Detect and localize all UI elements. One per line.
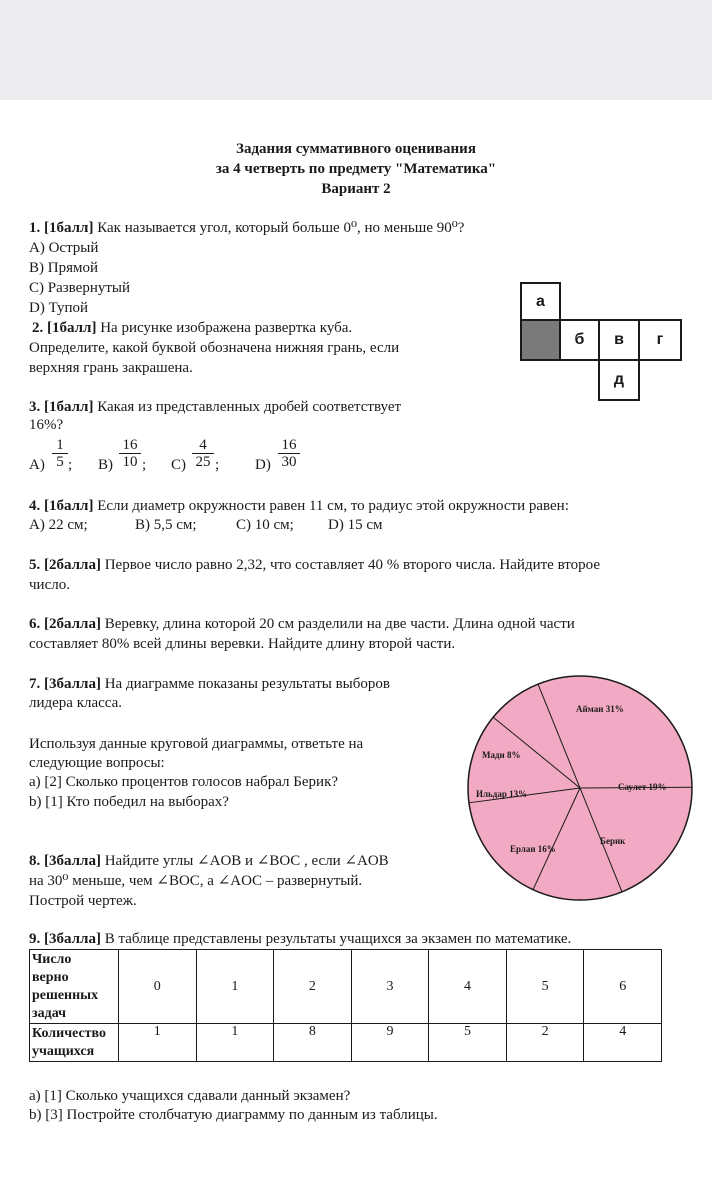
cube-face-shaded bbox=[520, 319, 561, 361]
q1-option-a: A) Острый bbox=[29, 240, 99, 256]
table-cell: 9 bbox=[351, 1024, 429, 1062]
q2-number: 2. [1балл] bbox=[32, 320, 97, 336]
q3-line1 bbox=[29, 397, 401, 417]
q9-subq-a: a) [1] Сколько учащихся сдавали данный экзамен? bbox=[29, 1088, 351, 1104]
q3-option-b-sep: ; bbox=[142, 457, 147, 473]
q6-line1 bbox=[29, 614, 575, 634]
q5-line1 bbox=[29, 555, 600, 575]
fraction-numerator: 16 bbox=[281, 437, 297, 453]
table-header-tasks bbox=[30, 950, 119, 1024]
q3-option-b-label: B) bbox=[98, 457, 113, 473]
q4-option-d: D) 15 см bbox=[328, 517, 383, 533]
header-line: задач bbox=[32, 1005, 67, 1021]
table-cell: 5 bbox=[429, 1024, 507, 1062]
q1-question bbox=[29, 218, 464, 238]
q8-angle-aob: ∠AOB bbox=[197, 853, 242, 869]
table-row-tasks bbox=[30, 950, 662, 1024]
q3-text-1: Какая из представленных дробей соответствует bbox=[97, 399, 402, 415]
q6-text-1: Веревку, длина которой 20 см разделили на две части. Длина одной части bbox=[104, 616, 575, 632]
fraction-denominator: 5 bbox=[52, 453, 68, 470]
q1-option-c: C) Развернутый bbox=[29, 280, 131, 296]
table-cell: 2 bbox=[274, 950, 352, 1024]
q9-number: 9. [3балла] bbox=[29, 931, 101, 947]
q3-option-c-sep: ; bbox=[215, 457, 220, 473]
q9-question bbox=[29, 929, 571, 949]
table-cell: 5 bbox=[506, 950, 584, 1024]
cube-face-g: г bbox=[638, 319, 682, 361]
q4-option-a: A) 22 см; bbox=[29, 517, 88, 533]
table-row-students bbox=[30, 1024, 662, 1062]
table-cell: 1 bbox=[119, 1024, 197, 1062]
q4-question bbox=[29, 496, 569, 516]
q8-angle-aob-2: ∠AOB bbox=[344, 853, 389, 869]
pie-slice-label: Ильдар 13% bbox=[476, 789, 528, 799]
q7-line1 bbox=[29, 674, 390, 694]
q9-subq-b: b) [3] Постройте столбчатую диаграмму по данным из таблицы. bbox=[29, 1107, 438, 1123]
doc-title-line3: Вариант 2 bbox=[321, 181, 391, 197]
q3-fraction-d bbox=[278, 437, 300, 470]
fraction-denominator: 30 bbox=[278, 453, 300, 470]
table-cell: 2 bbox=[506, 1024, 584, 1062]
table-cell: 0 bbox=[119, 950, 197, 1024]
q4-text: Если диаметр окружности равен 11 см, то радиус этой окружности равен: bbox=[97, 498, 569, 514]
cube-face-a: а bbox=[520, 282, 561, 321]
fraction-numerator: 1 bbox=[56, 437, 64, 453]
q5-number: 5. [2балла] bbox=[29, 557, 101, 573]
q1-option-b: B) Прямой bbox=[29, 260, 99, 276]
q3-option-a-sep: ; bbox=[68, 457, 73, 473]
pie-slice-label: Мади 8% bbox=[482, 750, 521, 760]
table-cell: 4 bbox=[429, 950, 507, 1024]
q8-if: , если bbox=[304, 853, 341, 869]
cube-face-v: в bbox=[598, 319, 640, 361]
q8-text-2a: на 30⁰ bbox=[29, 873, 69, 889]
table-header-students bbox=[30, 1024, 119, 1062]
q3-line2: 16%? bbox=[29, 417, 64, 433]
q3-option-d-label: D) bbox=[255, 457, 271, 473]
top-bar bbox=[0, 0, 712, 100]
fraction-numerator: 16 bbox=[122, 437, 138, 453]
fraction-denominator: 25 bbox=[192, 453, 214, 470]
q3-fraction-a bbox=[52, 437, 68, 470]
table-cell: 4 bbox=[584, 1024, 662, 1062]
q1-text: Как называется угол, который больше 0⁰, но меньше 90⁰? bbox=[97, 220, 465, 236]
q4-option-b: B) 5,5 см; bbox=[135, 517, 197, 533]
q8-angle-aoc: ∠AOC bbox=[217, 873, 262, 889]
q8-line3: Построй чертеж. bbox=[29, 893, 137, 909]
q8-and: и bbox=[245, 853, 254, 869]
table-cell: 8 bbox=[274, 1024, 352, 1062]
results-table bbox=[29, 949, 662, 1062]
q3-option-c-label: C) bbox=[171, 457, 186, 473]
q7-subq-b: b) [1] Кто победил на выборах? bbox=[29, 794, 229, 810]
q2-line2: Определите, какой буквой обозначена нижняя грань, если bbox=[29, 340, 400, 356]
q9-text: В таблице представлены результаты учащихся за экзамен по математике. bbox=[104, 931, 572, 947]
cube-face-b: б bbox=[559, 319, 600, 361]
q8-angle-boc-2: ∠BOC bbox=[156, 873, 200, 889]
q8-line2 bbox=[29, 871, 362, 891]
pie-slice-label: Ерлан 16% bbox=[510, 844, 556, 854]
pie-slice-label: Берик bbox=[600, 836, 626, 846]
cube-face-d: д bbox=[598, 359, 640, 401]
table-cell: 1 bbox=[196, 1024, 274, 1062]
q8-text-2c: , а bbox=[199, 873, 214, 889]
pie-slice-label: Айман 31% bbox=[576, 704, 624, 714]
q7-line4: следующие вопросы: bbox=[29, 755, 165, 771]
q8-number: 8. [3балла] bbox=[29, 853, 101, 869]
header-line: решенных bbox=[32, 987, 99, 1003]
q2-line3: верхняя грань закрашена. bbox=[29, 360, 193, 376]
q7-line2: лидера класса. bbox=[29, 695, 123, 711]
table-cell: 3 bbox=[351, 950, 429, 1024]
q7-text-1: На диаграмме показаны результаты выборов bbox=[104, 676, 390, 692]
header-line: учащихся bbox=[32, 1043, 95, 1059]
q2-line1 bbox=[32, 318, 352, 338]
doc-title-line1: Задания суммативного оценивания bbox=[236, 141, 476, 157]
header-line: Число bbox=[32, 951, 72, 967]
q7-number: 7. [3балла] bbox=[29, 676, 101, 692]
doc-title-line2: за 4 четверть по предмету "Математика" bbox=[215, 161, 497, 177]
q3-fraction-c bbox=[192, 437, 214, 470]
q8-angle-boc: ∠BOC bbox=[256, 853, 301, 869]
q8-text-2b: меньше, чем bbox=[72, 873, 153, 889]
q4-option-c: C) 10 см; bbox=[236, 517, 294, 533]
q3-option-a-label: A) bbox=[29, 457, 45, 473]
fraction-denominator: 10 bbox=[119, 453, 141, 470]
q4-number: 4. [1балл] bbox=[29, 498, 94, 514]
q7-subq-a: a) [2] Сколько процентов голосов набрал Берик? bbox=[29, 774, 339, 790]
q1-number: 1. [1балл] bbox=[29, 220, 94, 236]
q6-line2: составляет 80% всей длины веревки. Найдите длину второй части. bbox=[29, 636, 456, 652]
table-cell: 6 bbox=[584, 950, 662, 1024]
header-line: верно bbox=[32, 969, 69, 985]
q2-text-1: На рисунке изображена развертка куба. bbox=[100, 320, 353, 336]
q3-number: 3. [1балл] bbox=[29, 399, 94, 415]
q8-text-2d: – развернутый. bbox=[265, 873, 363, 889]
q7-line3: Используя данные круговой диаграммы, ответьте на bbox=[29, 736, 364, 752]
q6-number: 6. [2балла] bbox=[29, 616, 101, 632]
pie-slice-label: Саулет 19% bbox=[618, 782, 667, 792]
q5-text-1: Первое число равно 2,32, что составляет 40 % второго числа. Найдите второе bbox=[104, 557, 600, 573]
table-cell: 1 bbox=[196, 950, 274, 1024]
q8-text-1: Найдите углы bbox=[104, 853, 194, 869]
election-pie-chart bbox=[460, 670, 700, 910]
q8-line1 bbox=[29, 851, 389, 871]
header-line: Количество bbox=[32, 1025, 107, 1041]
q1-option-d: D) Тупой bbox=[29, 300, 89, 316]
q3-fraction-b bbox=[119, 437, 141, 470]
q5-line2: число. bbox=[29, 577, 70, 593]
fraction-numerator: 4 bbox=[199, 437, 207, 453]
